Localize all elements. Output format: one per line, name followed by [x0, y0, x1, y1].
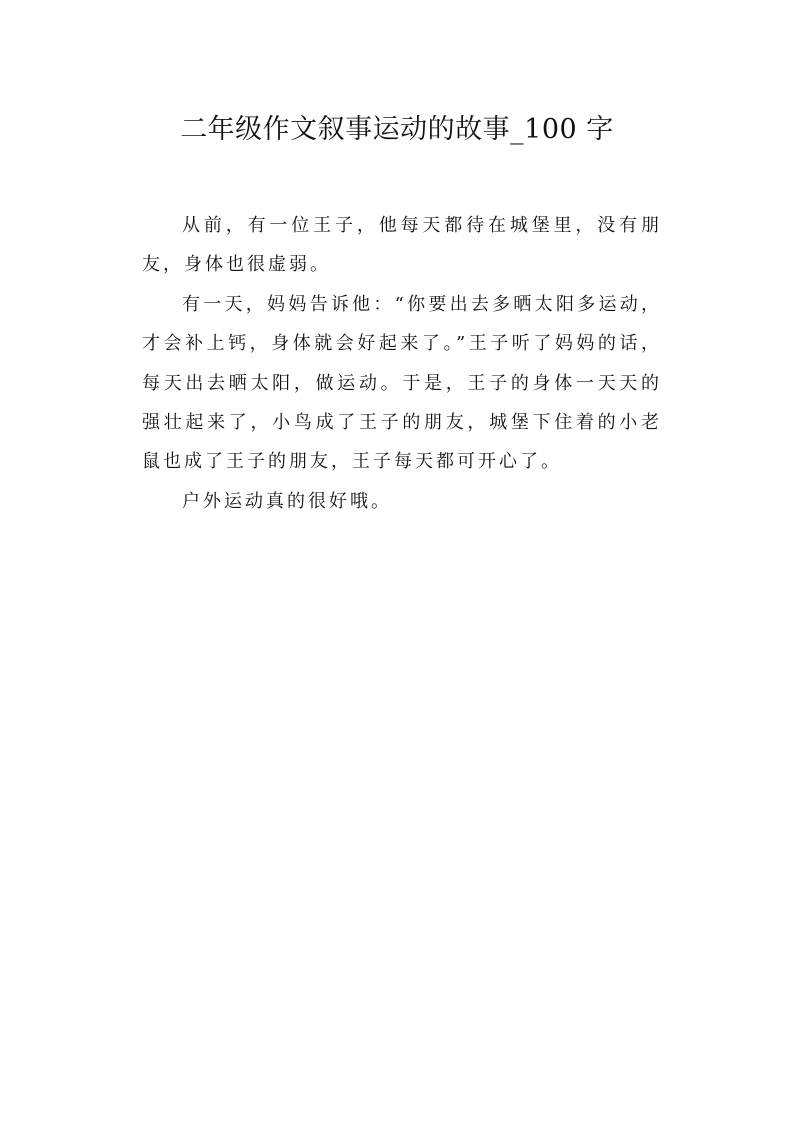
paragraph-3: 户外运动真的很好哦。: [182, 490, 392, 512]
document-body: [142, 206, 662, 521]
paragraph-2: 有一天，妈妈告诉他：“你要出去多晒太阳多运动，才会补上钙，身体就会好起来了。”王子听了妈妈的话，每天出去晒太阳，做运动。于是，王子的身体一天天的强壮起来了，小鸟成了王子的朋友，城堡下住着的小老鼠也成了王子的朋友，王子每天都可开心了。: [142, 293, 662, 473]
page-title: 二年级作文叙事运动的故事_100 字: [180, 114, 614, 145]
paragraph-1: 从前，有一位王子，他每天都待在城堡里，没有朋友，身体也很虚弱。: [142, 215, 662, 276]
